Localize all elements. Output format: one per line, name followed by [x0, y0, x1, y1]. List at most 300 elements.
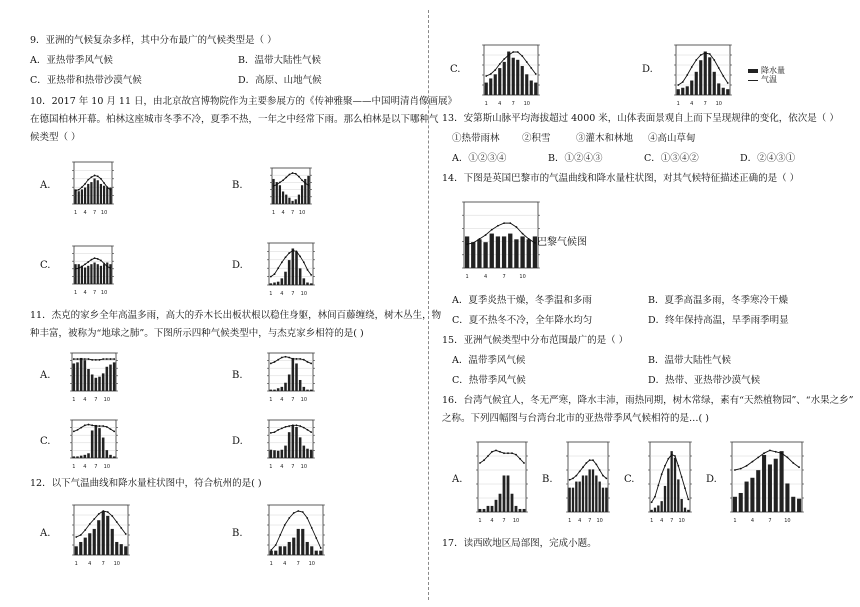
temp-point: [296, 251, 298, 253]
temp-point: [270, 432, 272, 434]
precip-bar: [681, 88, 684, 95]
temp-point: [507, 452, 509, 454]
temp-point: [306, 517, 308, 519]
temp-point: [589, 459, 591, 461]
month-tick-label: 4: [281, 210, 285, 216]
q16-stem-line1: 16．台湾气候宜人，冬无严寒，降水丰沛，雨热同期，树木常绿，素有“天然植物园”、“水果之乡”: [442, 395, 854, 406]
q11-stem-line2: 种丰富，被称为“地球之肺”。下图所示四种气候类型中，与杰克家乡相符的是( ): [30, 328, 364, 339]
q12-option-c[interactable]: C.: [450, 64, 461, 75]
month-tick-label: 10: [523, 101, 530, 107]
temp-point: [521, 55, 523, 57]
temp-point: [99, 359, 101, 361]
temp-point: [292, 358, 294, 360]
temp-point: [281, 261, 283, 263]
temp-point: [95, 425, 97, 427]
precip-bar: [102, 512, 105, 555]
temp-point: [296, 424, 298, 426]
precip-bar: [93, 529, 96, 555]
precip-bar: [298, 195, 300, 204]
temp-point: [297, 510, 299, 512]
q10-option-a[interactable]: A.: [40, 180, 51, 191]
precip-bar: [704, 52, 707, 95]
temp-point: [511, 452, 513, 454]
precip-bar: [717, 83, 720, 95]
precip-bar: [483, 242, 487, 268]
temp-point: [284, 524, 286, 526]
precip-bar: [90, 264, 92, 284]
month-tick-label: 7: [94, 397, 98, 403]
precip-bar: [91, 430, 94, 458]
temp-point: [667, 458, 669, 460]
precip-bar: [502, 236, 506, 268]
precip-bar: [109, 365, 112, 391]
temp-point: [277, 359, 279, 361]
precip-bar: [498, 68, 501, 95]
q9-option-d[interactable]: D．高原、山地气候: [238, 75, 322, 86]
precip-bar: [281, 278, 284, 285]
temp-point: [526, 61, 528, 63]
precip-bar: [73, 456, 76, 458]
temp-point: [292, 250, 294, 252]
precip-bar: [690, 81, 693, 95]
temp-point: [657, 485, 659, 487]
month-tick-label: 10: [300, 464, 308, 470]
precip-bar: [599, 482, 601, 512]
plot-frame: [650, 442, 690, 512]
temp-point: [103, 182, 105, 184]
temp-point: [89, 523, 91, 525]
temp-point: [270, 276, 272, 278]
temp-point: [292, 172, 294, 174]
temp-point: [304, 182, 306, 184]
month-tick-label: 1: [271, 210, 276, 216]
precip-bar: [270, 390, 273, 391]
temp-point: [479, 238, 481, 240]
precip-bar: [102, 373, 105, 391]
q16-option-b[interactable]: B.: [542, 474, 553, 485]
precip-bar: [283, 546, 286, 555]
precip-bar: [303, 446, 306, 458]
month-tick-label: 7: [290, 210, 295, 216]
precip-bar: [503, 475, 506, 512]
precip-bar: [284, 272, 287, 285]
q11-chart-c: [58, 410, 128, 470]
q15-option-b[interactable]: B．温带大陆性气候: [648, 355, 731, 366]
q12-legend: [748, 66, 785, 84]
q13-item-4: ④高山草甸: [648, 133, 696, 144]
precip-bar: [768, 464, 772, 512]
temp-point: [602, 475, 604, 477]
precip-bar: [306, 449, 309, 458]
q16-stem-line2: 之称。下列四幅图与台湾台北市的亚热带季风气候相符的是…( ): [442, 413, 709, 424]
precip-bar: [100, 184, 102, 204]
temp-point: [273, 185, 275, 187]
temp-point: [677, 465, 679, 467]
q9-option-c[interactable]: C．亚热带和热带沙漠气候: [30, 75, 142, 86]
precip-bar: [726, 89, 729, 95]
precip-bar: [103, 264, 105, 284]
precip-bar: [490, 234, 494, 268]
temp-point: [769, 450, 771, 452]
temp-legend-swatch: [748, 80, 758, 81]
temp-point: [84, 529, 86, 531]
temp-point: [466, 243, 468, 245]
temp-point: [80, 358, 82, 360]
temp-point: [308, 184, 310, 186]
temp-point: [757, 457, 759, 459]
precip-bar: [733, 497, 737, 512]
precip-bar: [295, 199, 297, 204]
temp-point: [298, 176, 300, 178]
q15-option-a[interactable]: A．温带季风气候: [452, 355, 526, 366]
q12-option-b[interactable]: B.: [232, 528, 243, 539]
q12-chart-c: [470, 35, 550, 107]
precip-bar: [739, 493, 743, 512]
month-tick-label: 1: [74, 561, 78, 567]
q11-stem-line1: 11．杰克的家乡全年高温多雨，高大的乔木长出板状根以稳住身躯，林间百藤缠绕，树木丛生，物: [30, 310, 442, 321]
q12-option-a[interactable]: A.: [40, 528, 51, 539]
precip-bar: [113, 362, 116, 391]
precip-bar: [102, 438, 105, 458]
temp-point: [97, 175, 99, 177]
temp-point: [288, 425, 290, 427]
precip-bar: [489, 78, 492, 95]
precip-bar: [684, 508, 686, 512]
precip-bar: [270, 450, 273, 458]
precip-bar: [595, 475, 597, 512]
precip-bar: [292, 358, 295, 391]
temp-point: [277, 267, 279, 269]
month-tick-label: 1: [73, 290, 78, 296]
q12-stem: 12．以下气温曲线和降水量柱状图中，符合杭州的是( ): [30, 478, 262, 489]
temp-point: [483, 459, 485, 461]
q11-chart-b: [255, 343, 325, 403]
month-tick-label: 4: [283, 561, 287, 567]
precip-bar: [494, 74, 497, 95]
q14-option-a[interactable]: A．夏季炎热干燥，冬季温和多雨: [452, 295, 592, 306]
month-tick-label: 4: [490, 518, 494, 524]
temp-point: [110, 358, 112, 360]
temp-point: [677, 84, 679, 86]
plot-frame: [676, 45, 730, 95]
q14-option-c[interactable]: C．夏不热冬不冷，全年降水均匀: [452, 315, 593, 326]
q12-option-d[interactable]: D.: [642, 64, 653, 75]
precip-bar: [797, 499, 801, 512]
precip-bar: [103, 186, 105, 204]
month-tick-label: 10: [100, 210, 108, 216]
q13-option-b[interactable]: B．①②④③: [548, 153, 603, 164]
q9-option-a[interactable]: A．亚热带季风气候: [30, 55, 113, 66]
precip-bar: [106, 516, 109, 555]
precip-bar: [507, 52, 510, 95]
temp-point: [285, 256, 287, 258]
temp-point: [528, 238, 530, 240]
precip-bar: [295, 252, 298, 285]
precip-bar: [306, 283, 309, 285]
q15-option-c[interactable]: C．热带季风气候: [452, 375, 526, 386]
month-tick-label: 10: [103, 464, 111, 470]
q16-chart-d: [718, 432, 814, 524]
precip-bar: [602, 488, 604, 512]
temp-point: [281, 357, 283, 359]
temp-point: [775, 451, 777, 453]
temp-point: [106, 266, 108, 268]
q12-chart-a: [60, 495, 140, 567]
temp-point: [113, 431, 115, 433]
temp-point: [307, 429, 309, 431]
precip-bar: [677, 479, 679, 512]
temp-point: [277, 429, 279, 431]
precip-bar: [93, 263, 95, 284]
precip-bar: [87, 369, 90, 391]
q16-option-a[interactable]: A.: [452, 474, 463, 485]
temp-point: [100, 178, 102, 180]
temp-point: [84, 183, 86, 185]
precip-bar: [91, 374, 94, 391]
temp-point: [120, 527, 122, 529]
precip-bar: [303, 387, 306, 391]
q13-item-2: ②积雪: [522, 133, 551, 144]
temp-point: [288, 357, 290, 359]
temp-point: [84, 424, 86, 426]
temp-point: [84, 263, 86, 265]
q10-option-b[interactable]: B.: [232, 180, 243, 191]
precip-bar: [516, 60, 519, 95]
precip-bar: [100, 266, 102, 284]
precip-bar: [515, 506, 518, 512]
temp-point: [84, 358, 86, 360]
q11-option-c[interactable]: C.: [40, 436, 51, 447]
month-tick-label: 4: [483, 274, 488, 280]
temp-point: [687, 499, 689, 501]
precip-bar: [277, 388, 280, 391]
temp-point: [106, 426, 108, 428]
precip-bar: [97, 520, 100, 555]
temp-point: [497, 225, 499, 227]
precip-bar: [575, 482, 577, 512]
month-tick-label: 1: [465, 274, 469, 280]
month-tick-label: 7: [502, 274, 506, 280]
q16-chart-c: [636, 432, 702, 524]
q16-option-d[interactable]: D.: [706, 474, 717, 485]
temp-point: [516, 226, 518, 228]
q10-option-d[interactable]: D.: [232, 260, 243, 271]
temp-point: [515, 454, 517, 456]
temp-point: [303, 261, 305, 263]
temp-point: [671, 454, 673, 456]
precip-bar: [279, 546, 282, 555]
q9-option-b[interactable]: B．温带大陆性气候: [238, 55, 321, 66]
q13-option-d[interactable]: D．②④③①: [740, 153, 796, 164]
month-tick-label: 10: [715, 101, 722, 107]
temp-point: [781, 452, 783, 454]
precip-bar: [491, 506, 494, 512]
precip-bar: [292, 538, 295, 555]
precip-bar: [106, 367, 109, 391]
precip-bar: [98, 377, 101, 391]
q14-option-b[interactable]: B．夏季高温多雨，冬季寒冷干燥: [648, 295, 788, 306]
q11-option-b[interactable]: B.: [232, 370, 243, 381]
q9-stem: 9．亚洲的气候复杂多样，其中分布最广的气候类型是（ ）: [30, 35, 277, 46]
temp-point: [704, 52, 706, 54]
month-tick-label: 1: [73, 210, 78, 216]
precip-bar: [74, 189, 76, 204]
q11-chart-d: [255, 410, 325, 470]
precip-bar: [115, 542, 118, 555]
temp-point: [110, 189, 112, 191]
temp-point: [73, 431, 75, 433]
month-tick-label: 4: [88, 561, 92, 567]
temp-point: [487, 455, 489, 457]
q15-stem: 15．亚洲气候类型中分布范围最广的是（ ）: [442, 335, 629, 346]
precip-bar: [708, 57, 711, 95]
precip-bar: [508, 234, 512, 268]
precip-bar: [76, 456, 79, 458]
plot-frame: [269, 243, 313, 285]
month-tick-label: 4: [498, 101, 502, 107]
month-tick-label: 10: [103, 397, 111, 403]
precip-bar: [273, 450, 276, 458]
precip-bar: [301, 185, 303, 204]
precip-bar: [272, 179, 274, 204]
precip-bar: [88, 533, 91, 555]
q13-item-3: ③灌木和林地: [576, 133, 634, 144]
month-tick-label: 7: [101, 561, 105, 567]
precip-bar: [111, 529, 114, 555]
temp-point: [125, 533, 127, 535]
precip-bar: [288, 198, 290, 204]
q11-option-a[interactable]: A.: [40, 370, 51, 381]
temp-point: [792, 462, 794, 464]
month-tick-label: 1: [269, 561, 273, 567]
precip-bar: [295, 363, 298, 391]
temp-point: [681, 476, 683, 478]
month-tick-label: 10: [519, 274, 526, 280]
precip-bar: [519, 509, 522, 512]
temp-point: [709, 53, 711, 55]
precip-bar: [95, 425, 98, 458]
precip-bar: [651, 510, 653, 512]
temp-point: [103, 263, 105, 265]
temp-point: [798, 466, 800, 468]
precip-bar: [310, 390, 313, 391]
temp-point: [605, 478, 607, 480]
temp-point: [534, 242, 536, 244]
month-tick-label: 1: [72, 397, 76, 403]
temp-point: [111, 515, 113, 517]
q10-chart-d: [255, 233, 325, 297]
q15-option-d[interactable]: D．热带、亚热带沙漠气候: [648, 375, 761, 386]
q11-option-d[interactable]: D.: [232, 436, 243, 447]
q10-chart-b: [258, 158, 322, 216]
precip-bar: [98, 428, 101, 458]
precip-bar: [282, 191, 284, 204]
temp-point: [288, 252, 290, 254]
precip-bar: [299, 268, 302, 285]
precip-bar: [579, 482, 581, 512]
q10-option-c[interactable]: C.: [40, 260, 51, 271]
precip-bar: [306, 390, 309, 391]
temp-point: [110, 428, 112, 430]
precip-bar: [84, 538, 87, 555]
temp-point: [91, 424, 93, 426]
temp-point: [75, 268, 77, 270]
temp-point: [279, 182, 281, 184]
temp-point: [582, 466, 584, 468]
precip-bar: [113, 456, 116, 458]
precip-bar: [273, 283, 276, 285]
precip-bar: [310, 450, 313, 458]
temp-point: [296, 358, 298, 360]
month-tick-label: 7: [92, 210, 97, 216]
precip-bar: [80, 358, 83, 391]
month-tick-label: 7: [670, 518, 674, 524]
temp-point: [299, 358, 301, 360]
q14-stem: 14．下图是英国巴黎市的气温曲线和降水量柱状图，对其气候特征描述正确的是（ ）: [442, 173, 800, 184]
month-tick-label: 4: [83, 397, 87, 403]
precip-bar: [687, 510, 689, 512]
precip-bar: [471, 242, 475, 268]
precip-bar: [661, 501, 663, 512]
temp-point: [684, 487, 686, 489]
precip-bar: [671, 451, 673, 512]
precip-bar: [523, 509, 526, 512]
precip-bar: [487, 506, 490, 512]
q16-chart-a: [464, 432, 538, 524]
temp-point: [479, 462, 481, 464]
precip-bar: [582, 475, 584, 512]
temp-point: [87, 179, 89, 181]
q14-option-d[interactable]: D．终年保持高温，旱季雨季明显: [648, 315, 789, 326]
temp-point: [274, 273, 276, 275]
temp-point: [307, 361, 309, 363]
temp-point: [102, 358, 104, 360]
precip-bar: [511, 494, 514, 512]
temp-point: [509, 222, 511, 224]
q16-option-c[interactable]: C.: [624, 474, 635, 485]
temp-point: [700, 54, 702, 56]
q13-option-c[interactable]: C．①③④②: [644, 153, 699, 164]
precip-bar: [281, 387, 284, 391]
precip-bar: [95, 378, 98, 391]
month-tick-label: 1: [733, 518, 737, 524]
precip-bar: [780, 451, 784, 512]
precip-bar: [713, 72, 716, 95]
precip-bar: [76, 362, 79, 391]
temp-point: [519, 458, 521, 460]
precip-bar: [84, 360, 87, 391]
temp-point: [575, 475, 577, 477]
temp-point: [99, 425, 101, 427]
precip-bar: [97, 264, 99, 284]
precip-bar: [530, 81, 533, 95]
month-tick-label: 7: [291, 464, 295, 470]
temp-point: [100, 260, 102, 262]
temp-point: [682, 81, 684, 83]
month-tick-label: 1: [269, 291, 273, 297]
precip-bar: [514, 239, 518, 268]
temp-point: [295, 173, 297, 175]
precip-bar: [288, 432, 291, 458]
temp-point: [91, 359, 93, 361]
precip-bar: [277, 282, 280, 285]
temp-point: [97, 258, 99, 260]
q13-option-a[interactable]: A．①②③④: [452, 153, 507, 164]
month-tick-label: 1: [72, 464, 76, 470]
precip-bar: [80, 456, 83, 458]
precip-bar: [310, 283, 313, 285]
temp-point: [88, 424, 90, 426]
